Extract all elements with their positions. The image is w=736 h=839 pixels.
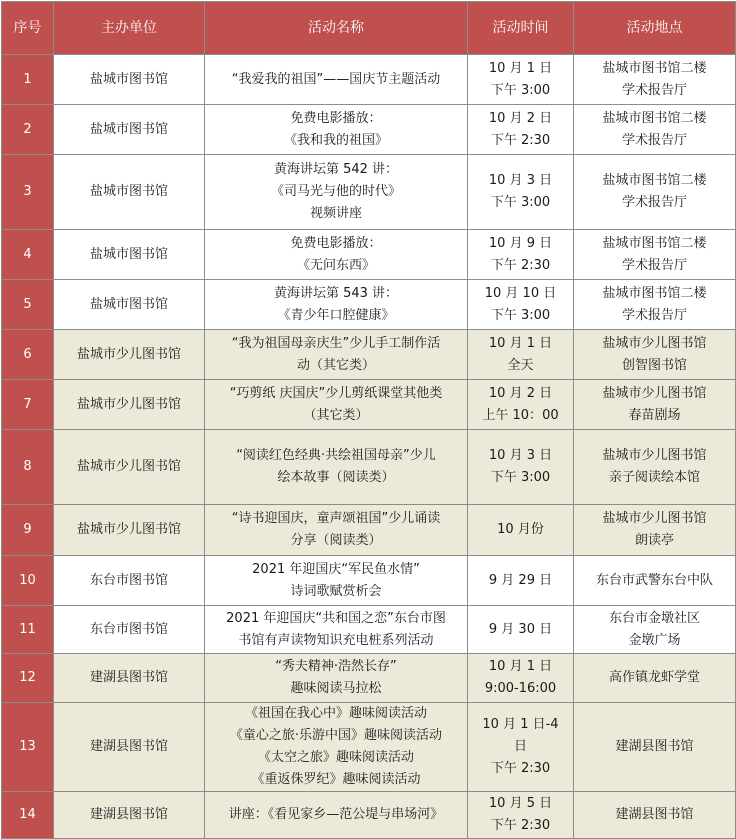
location-cell-line: 东台市金墩社区 [608, 610, 700, 626]
table-row [2, 105, 736, 155]
col-header-activity-name: 活动名称 [205, 2, 468, 55]
table-row [2, 230, 736, 280]
location-cell [574, 505, 736, 556]
location-cell [574, 430, 736, 505]
activity-name-cell-line: 《司马光与他的时代》 [270, 184, 401, 199]
location-cell-line: 亲子阅读绘本馆 [608, 470, 700, 485]
location-cell-line: 朗读亭 [634, 533, 674, 548]
col-header-location: 活动地点 [574, 2, 736, 55]
time-cell [468, 330, 574, 380]
time-cell-line: 下午 3:00 [490, 195, 551, 210]
activity-name-cell-line: 免费电影播放： [290, 235, 382, 251]
activity-name-cell [205, 606, 468, 654]
row-index-cell: 3 [2, 155, 54, 230]
activity-name-cell-line: 讲座：《看见家乡—范公堤与串场河》 [228, 807, 444, 822]
time-cell-line: 下午 3:00 [490, 470, 551, 485]
time-cell-line: 10 月 3 日 [488, 448, 553, 463]
table-row [2, 505, 736, 556]
table-row [2, 703, 736, 792]
time-cell-line: 下午 3:00 [490, 307, 551, 323]
time-cell-line: 下午 2:30 [490, 132, 551, 148]
location-cell-line: 盐城市图书馆二楼 [602, 60, 707, 76]
activity-name-cell-line: 2021 年迎国庆“共和国之恋”东台市图 [226, 610, 446, 626]
location-cell [574, 792, 736, 839]
table-row [2, 654, 736, 703]
location-cell [574, 230, 736, 280]
time-cell [468, 430, 574, 505]
activity-name-cell [205, 105, 468, 155]
time-cell-line: 下午 3:00 [490, 82, 551, 98]
location-cell-line: 建湖县图书馆 [615, 807, 694, 822]
time-cell-line: 下午 2:30 [490, 257, 551, 273]
activity-name-cell [205, 792, 468, 839]
organizer-cell: 建湖县图书馆 [54, 703, 205, 792]
activity-name-cell [205, 380, 468, 430]
location-cell-line: 学术报告厅 [621, 195, 687, 210]
location-cell-line: 盐城市图书馆二楼 [602, 285, 707, 301]
row-index-cell: 4 [2, 230, 54, 280]
time-cell-line: 10 月 2 日 [488, 110, 553, 126]
time-cell-line: 下午 2:30 [490, 761, 551, 776]
location-cell-line: 盐城市图书馆二楼 [602, 173, 707, 188]
activity-name-cell-line: （其它类） [303, 407, 369, 423]
activity-name-cell-line: 书馆有声读物知识充电桩系列活动 [238, 632, 434, 648]
location-cell-line: 学术报告厅 [621, 82, 687, 98]
table-row [2, 380, 736, 430]
activity-name-cell-line: “我爱我的祖国”——国庆节主题活动 [231, 71, 441, 87]
row-index-cell: 14 [2, 792, 54, 839]
activity-name-cell-line: 绘本故事（阅读类） [277, 470, 395, 485]
location-cell-line: 学术报告厅 [621, 257, 687, 273]
activity-name-cell [205, 556, 468, 606]
activity-name-cell-line: 免费电影播放： [290, 110, 382, 126]
row-index-cell: 12 [2, 654, 54, 703]
activity-name-cell [205, 230, 468, 280]
time-cell-line: 10 月 1 日 [488, 60, 553, 76]
location-cell [574, 280, 736, 330]
location-cell [574, 556, 736, 606]
row-index-cell: 10 [2, 556, 54, 606]
row-index-cell: 11 [2, 606, 54, 654]
activity-name-cell-line: 2021 年迎国庆“军民鱼水情” [252, 561, 420, 577]
activity-name-cell [205, 505, 468, 556]
location-cell-line: 盐城市少儿图书馆 [602, 448, 707, 463]
activity-name-cell-line: “阅读红色经典·共绘祖国母亲”少儿 [236, 448, 436, 463]
activity-name-cell-line: “巧剪纸 庆国庆”少儿剪纸课堂其他类 [229, 385, 443, 401]
organizer-cell: 盐城市图书馆 [54, 105, 205, 155]
location-cell [574, 606, 736, 654]
row-index-cell: 8 [2, 430, 54, 505]
row-index-cell: 7 [2, 380, 54, 430]
activity-name-cell [205, 654, 468, 703]
location-cell [574, 155, 736, 230]
location-cell-line: 学术报告厅 [621, 307, 687, 323]
location-cell-line: 金墩广场 [628, 632, 681, 648]
activity-name-cell-line: 《童心之旅·乐游中国》趣味阅读活动 [229, 728, 443, 743]
time-cell-line: 10 月 10 日 [484, 285, 557, 301]
time-cell-line: 日 [513, 739, 527, 754]
time-cell [468, 155, 574, 230]
table-row [2, 55, 736, 105]
organizer-cell: 盐城市图书馆 [54, 55, 205, 105]
time-cell-line: 9 月 30 日 [488, 621, 553, 637]
organizer-cell: 盐城市少儿图书馆 [54, 430, 205, 505]
location-cell [574, 703, 736, 792]
organizer-cell: 盐城市图书馆 [54, 155, 205, 230]
location-cell-line: 学术报告厅 [621, 132, 687, 148]
col-header-time: 活动时间 [468, 2, 574, 55]
time-cell-line: 10 月 1 日 [488, 335, 553, 351]
activity-name-cell-line: 动（其它类） [296, 357, 375, 373]
organizer-cell: 盐城市图书馆 [54, 280, 205, 330]
location-cell-line: 创智图书馆 [621, 357, 687, 373]
activity-name-cell [205, 703, 468, 792]
activity-name-cell [205, 430, 468, 505]
location-cell-line: 盐城市少儿图书馆 [602, 385, 707, 401]
activity-name-cell-line: 诗词歌赋赏析会 [290, 583, 382, 599]
time-cell-line: 10 月 5 日 [488, 796, 553, 811]
table-row [2, 556, 736, 606]
activity-name-cell-line: 《重返侏罗纪》趣味阅读活动 [251, 772, 421, 787]
location-cell [574, 380, 736, 430]
location-cell [574, 654, 736, 703]
activity-name-cell [205, 155, 468, 230]
row-index-cell: 5 [2, 280, 54, 330]
table-row [2, 330, 736, 380]
organizer-cell: 建湖县图书馆 [54, 792, 205, 839]
location-cell-line: 盐城市图书馆二楼 [602, 110, 707, 126]
time-cell [468, 556, 574, 606]
organizer-cell: 盐城市少儿图书馆 [54, 330, 205, 380]
table-row [2, 155, 736, 230]
time-cell-line: 10 月 2 日 [488, 385, 553, 401]
time-cell [468, 230, 574, 280]
activity-name-cell-line: 《青少年口腔健康》 [277, 307, 395, 323]
activity-name-cell-line: 分享（阅读类） [290, 533, 382, 548]
activity-name-cell-line: 黄海讲坛第 542 讲： [273, 162, 399, 177]
row-index-cell: 13 [2, 703, 54, 792]
time-cell [468, 703, 574, 792]
location-cell-line: 盐城市少儿图书馆 [602, 335, 707, 351]
time-cell-line: 9 月 29 日 [488, 572, 553, 588]
location-cell-line: 高作镇龙虾学堂 [608, 670, 700, 685]
activity-name-cell-line: 视频讲座 [309, 206, 362, 221]
organizer-cell: 东台市图书馆 [54, 556, 205, 606]
time-cell-line: 10 月 3 日 [488, 173, 553, 188]
time-cell [468, 380, 574, 430]
col-header-index: 序号 [2, 2, 54, 55]
table-body [2, 55, 736, 839]
activity-name-cell-line: “诗书迎国庆，童声颂祖国”少儿诵读 [231, 511, 441, 526]
activity-name-cell-line: 《我和我的祖国》 [283, 132, 388, 148]
row-index-cell: 1 [2, 55, 54, 105]
activity-name-cell-line: 《祖国在我心中》趣味阅读活动 [244, 706, 427, 721]
location-cell [574, 330, 736, 380]
col-header-organizer: 主办单位 [54, 2, 205, 55]
activity-name-cell-line: “秀夫精神·浩然长存” [275, 659, 397, 674]
location-cell-line: 东台市武警东台中队 [595, 572, 713, 588]
activity-table [1, 1, 736, 839]
location-cell [574, 55, 736, 105]
activity-name-cell [205, 55, 468, 105]
row-index-cell: 2 [2, 105, 54, 155]
organizer-cell: 盐城市图书馆 [54, 230, 205, 280]
activity-name-cell [205, 280, 468, 330]
row-index-cell: 6 [2, 330, 54, 380]
location-cell-line: 春苗剧场 [628, 407, 681, 423]
row-index-cell: 9 [2, 505, 54, 556]
time-cell [468, 280, 574, 330]
location-cell [574, 105, 736, 155]
time-cell-line: 下午 2:30 [490, 818, 551, 833]
location-cell-line: 盐城市少儿图书馆 [602, 511, 707, 526]
location-cell-line: 盐城市图书馆二楼 [602, 235, 707, 251]
activity-name-cell-line: 《太空之旅》趣味阅读活动 [257, 750, 414, 765]
time-cell [468, 654, 574, 703]
activity-name-cell-line: 黄海讲坛第 543 讲： [273, 285, 399, 301]
time-cell [468, 55, 574, 105]
time-cell [468, 505, 574, 556]
time-cell-line: 10 月 1 日-4 [482, 717, 559, 732]
activity-name-cell-line: 趣味阅读马拉松 [290, 681, 382, 696]
organizer-cell: 东台市图书馆 [54, 606, 205, 654]
table-row [2, 606, 736, 654]
organizer-cell: 建湖县图书馆 [54, 654, 205, 703]
table-row [2, 792, 736, 839]
activity-name-cell-line: “我为祖国母亲庆生”少儿手工制作活 [231, 335, 441, 351]
activity-name-cell-line: 《无问东西》 [296, 257, 375, 273]
table-row [2, 280, 736, 330]
organizer-cell: 盐城市少儿图书馆 [54, 380, 205, 430]
time-cell-line: 全天 [507, 357, 534, 373]
organizer-cell: 盐城市少儿图书馆 [54, 505, 205, 556]
activity-name-cell [205, 330, 468, 380]
time-cell [468, 792, 574, 839]
time-cell [468, 606, 574, 654]
time-cell-line: 上午 10：00 [482, 407, 559, 423]
time-cell-line: 10 月 9 日 [488, 235, 553, 251]
header-row [2, 2, 736, 55]
time-cell-line: 10 月份 [497, 522, 544, 537]
time-cell-line: 10 月 1 日 [488, 659, 553, 674]
location-cell-line: 建湖县图书馆 [615, 739, 694, 754]
time-cell-line: 9:00-16:00 [484, 681, 557, 696]
time-cell [468, 105, 574, 155]
table-row [2, 430, 736, 505]
